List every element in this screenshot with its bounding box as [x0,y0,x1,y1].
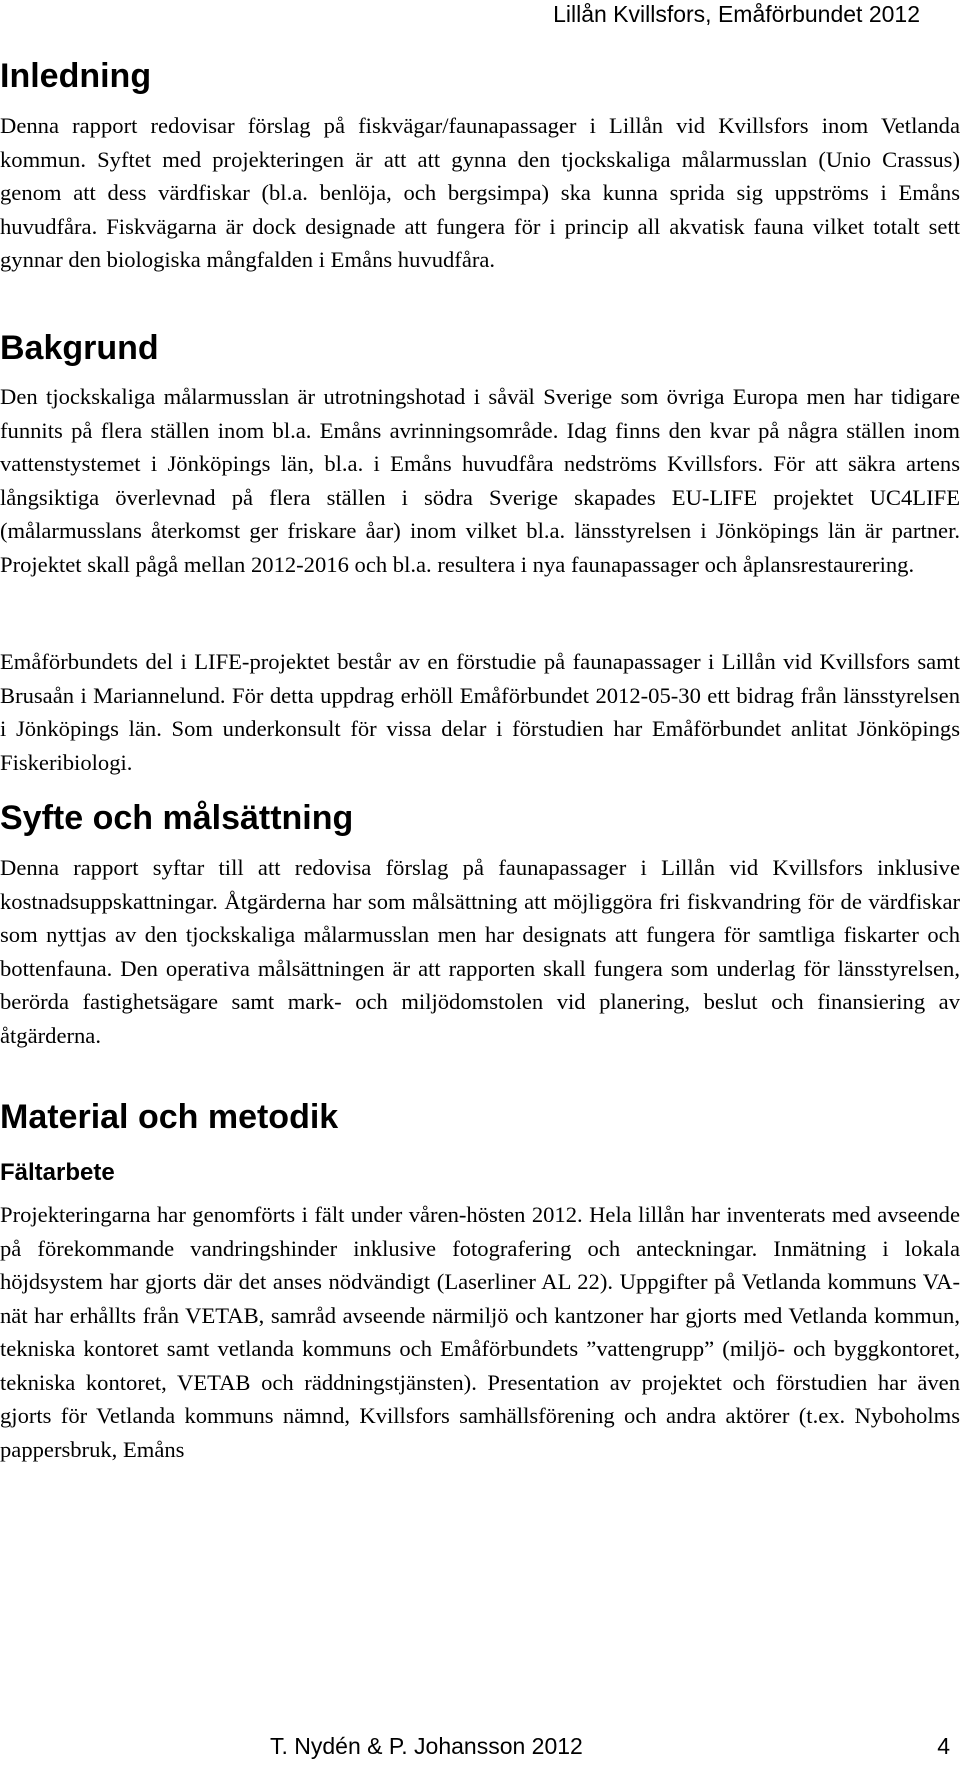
paragraph-bakgrund-1: Den tjockskaliga målarmusslan är utrotningshotad i såväl Sverige som övriga Europa men har tidigare funnits på flera ställen inom bl.a. Emåns avrinningsområde. Idag finns den kvar på några ställen inom vattenstystemet i Jönköpings län, bl.a. i Emåns huvudfåra nedströms Kvillsfors. För att säkra artens långsiktiga överlevnad på flera ställen i södra Sverige skapades EU-LIFE projektet UC4LIFE (målarmusslans återkomst ger friskare åar) inom vilket bl.a. länsstyrelsen i Jönköpings län är partner. Projektet skall pågå mellan 2012-2016 och bl.a. resultera i nya faunapassager och åplansrestaurering. [0,384,960,577]
running-header: Lillån Kvillsfors, Emåförbundet 2012 [553,1,920,27]
page-number: 4 [937,1733,950,1759]
paragraph-syfte: Denna rapport syftar till att redovisa förslag på faunapassager i Lillån vid Kvillsfors inklusive kostnadsuppskattningar. Åtgärderna har som målsättning att möjliggöra fri fiskvandring för de värdfiskar som nyttjas av den tjockskaliga målarmusslan men har designats att fungera för samtliga fiskarter och bottenfauna. Den operativa målsättningen är att rapporten skall fungera som underlag för länsstyrelsen, berörda fastighetsägare samt mark- och miljödomstolen vid planering, beslut och finansiering av åtgärderna. [0,855,960,1048]
heading-material: Material och metodik [0,1098,339,1136]
paragraph-inledning: Denna rapport redovisar förslag på fiskvägar/faunapassager i Lillån vid Kvillsfors inom Vetlanda kommun. Syftet med projekteringen är att att gynna den tjockskaliga målarmusslan (Unio Crassus) genom att dess värdfiskar (bl.a. benlöja, och bergsimpa) ska kunna sprida sig uppströms i Emåns huvudfåra. Fiskvägarna är dock designade att fungera för i princip all akvatisk fauna vilket totalt sett gynnar den biologiska mångfalden i Emåns huvudfåra. [0,113,960,272]
running-footer [270,1732,960,1760]
paragraph-faltarbete: Projekteringarna har genomförts i fält under våren-hösten 2012. Hela lillån har inventerats med avseende på förekommande vandringshinder inklusive fotografering och anteckningar. Inmätning i lokala höjdsystem har gjorts där det anses nödvändigt (Laserliner AL 22). Uppgifter på Vetlanda kommuns VA-nät har erhållts från VETAB, samråd avseende närmiljö och kantzoner har gjorts med Vetlanda kommun, tekniska kontoret samt vetlanda kommuns och Emåförbundets ”vattengrupp” (miljö- och byggkontoret, tekniska kontoret, VETAB och räddningstjänsten). Presentation av projektet och förstudien har även gjorts för Vetlanda kommuns nämnd, Kvillsfors samhällsförening och andra aktörer (t.ex. Nyboholms pappersbruk, Emåns [0,1202,960,1462]
footer-authors: T. Nydén & P. Johansson 2012 [270,1733,583,1759]
heading-bakgrund: Bakgrund [0,329,159,367]
paragraph-bakgrund-2: Emåförbundets del i LIFE-projektet består av en förstudie på faunapassager i Lillån vid Kvillsfors samt Brusaån i Mariannelund. För detta uppdrag erhöll Emåförbundet 2012-05-30 ett bidrag från länsstyrelsen i Jönköpings län. Som underkonsult för vissa delar i förstudien har Emåförbundet anlitat Jönköpings Fiskeribiologi. [0,649,960,775]
subheading-faltarbete: Fältarbete [0,1159,115,1186]
heading-syfte: Syfte och målsättning [0,799,354,837]
heading-inledning: Inledning [0,57,152,95]
